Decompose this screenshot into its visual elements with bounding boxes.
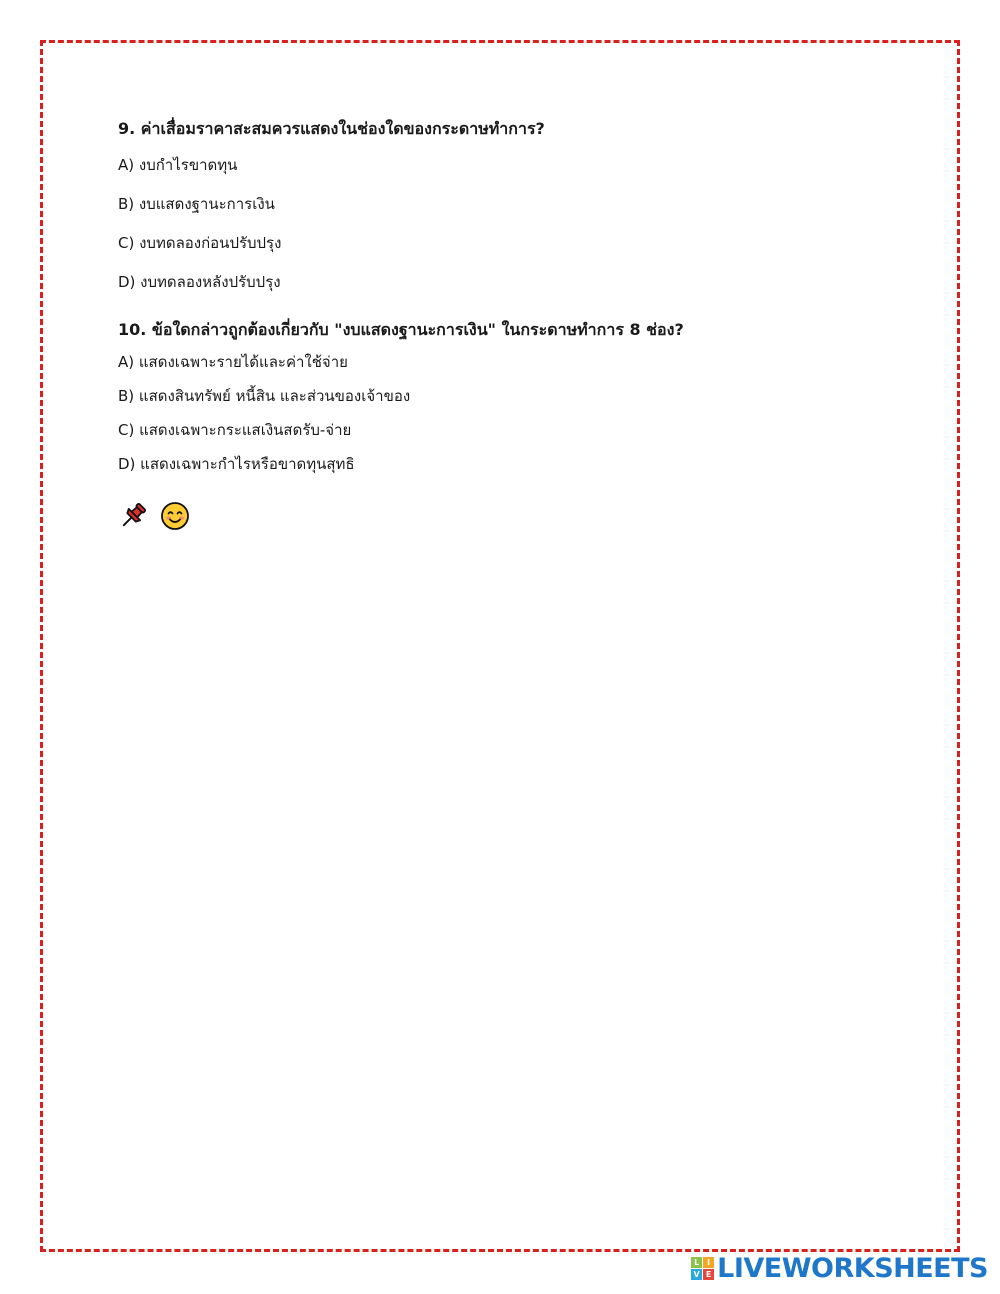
question-9-option-a: A) งบกำไรขาดทุน	[118, 156, 238, 174]
worksheet-content	[118, 118, 918, 531]
question-9-option-d: D) งบทดลองหลังปรับปรุง	[118, 273, 281, 291]
question-10-option-c: C) แสดงเฉพาะกระแสเงินสดรับ-จ่าย	[118, 421, 352, 439]
question-9-option-b: B) งบแสดงฐานะการเงิน	[118, 195, 275, 213]
liveworksheets-watermark	[691, 1253, 988, 1284]
smiling-face-icon	[160, 501, 190, 531]
liveworksheets-brand-text: LIVEWORKSHEETS	[717, 1253, 988, 1284]
question-9-block	[118, 118, 918, 293]
emoji-row	[118, 501, 918, 531]
pushpin-icon	[118, 501, 148, 531]
question-10-option-b: B) แสดงสินทรัพย์ หนี้สิน และส่วนของเจ้าของ	[118, 387, 411, 405]
question-10-option-a: A) แสดงเฉพาะรายได้และค่าใช้จ่าย	[118, 353, 348, 371]
question-9-option-c: C) งบทดลองก่อนปรับปรุง	[118, 234, 282, 252]
question-10-text: 10. ข้อใดกล่าวถูกต้องเกี่ยวกับ "งบแสดงฐานะการเงิน" ในกระดาษทำการ 8 ช่อง?	[118, 320, 684, 339]
question-10-option-d: D) แสดงเฉพาะกำไรหรือขาดทุนสุทธิ	[118, 455, 355, 473]
question-10-block	[118, 319, 918, 475]
question-9-text: 9. ค่าเสื่อมราคาสะสมควรแสดงในช่องใดของกระดาษทำการ?	[118, 119, 545, 138]
liveworksheets-logo-icon: L I V E	[691, 1257, 714, 1280]
